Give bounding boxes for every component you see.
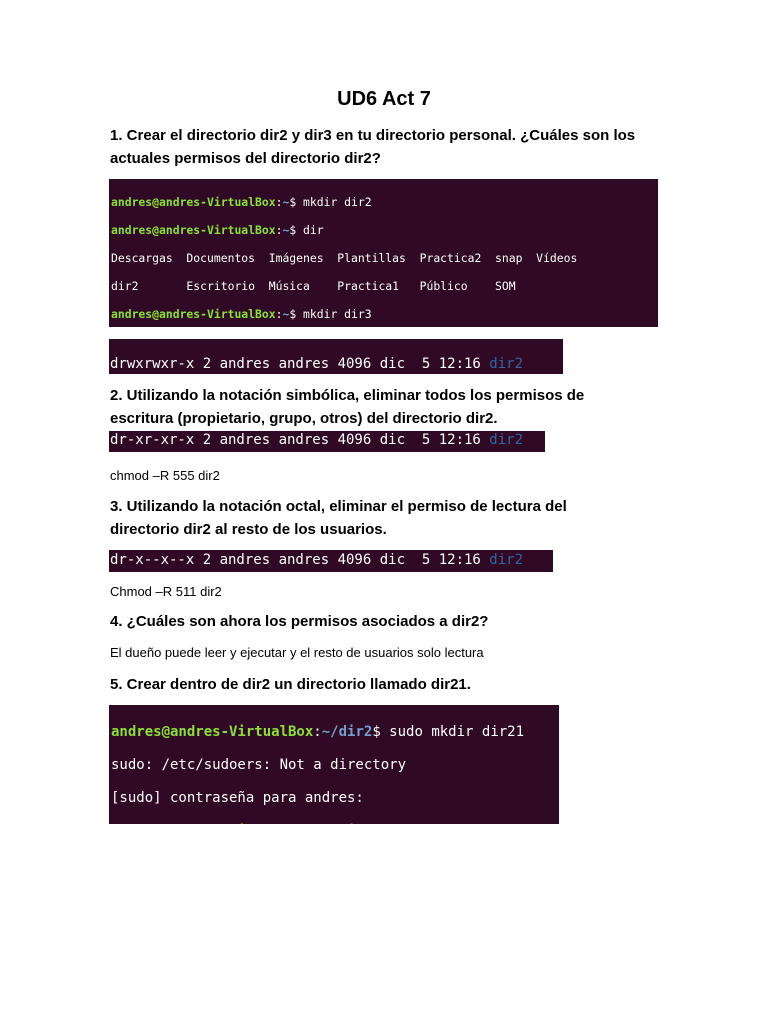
output-line: Descargas Documentos Imágenes Plantillas Practica2 snap Vídeos: [111, 251, 578, 265]
question-3-line-1: 3. Utilizando la notación octal, eliminar el permiso de lectura del: [110, 498, 567, 515]
question-3-line-2: directorio dir2 al resto de los usuarios.: [110, 521, 387, 538]
prompt-user: andres@andres-VirtualBox: [111, 223, 276, 237]
question-1-line-1: 1. Crear el directorio dir2 y dir3 en tu directorio personal. ¿Cuáles son los: [110, 127, 636, 144]
prompt-user: andres@andres-VirtualBox: [111, 723, 314, 740]
answer-4: El dueño puede leer y ejecutar y el resto de usuarios solo lectura: [110, 645, 484, 660]
question-2-line-2: escritura (propietario, grupo, otros) del directorio dir2.: [110, 410, 498, 427]
output-line: [sudo] contraseña para andres:: [111, 789, 364, 806]
command-line: $ mkdir dir3: [289, 307, 372, 321]
prompt-separator: :: [275, 307, 283, 321]
prompt-separator: :: [313, 723, 322, 740]
prompt-separator: :: [275, 223, 283, 237]
question-5-line-1: 5. Crear dentro de dir2 un directorio llamado dir21.: [110, 676, 471, 693]
command-line: $ dir: [289, 223, 324, 237]
question-1: [110, 124, 670, 170]
listing-row: drwxrwxr-x 2 andres andres 4096 dic 5 12:16: [110, 356, 490, 372]
listing-row: dr-x--x--x 2 andres andres 4096 dic 5 12:16: [110, 552, 490, 568]
output-line: dir2 Escritorio Música Practica1 Público SOM: [111, 279, 516, 293]
terminal-screenshot-1: [109, 179, 658, 327]
question-2-line-1: 2. Utilizando la notación simbólica, eliminar todos los permisos de: [110, 387, 585, 404]
listing-row: dr-xr-xr-x 2 andres andres 4096 dic 5 12:16: [110, 432, 490, 448]
prompt-user: [111, 823, 313, 824]
dir-name: dir2: [489, 552, 524, 568]
question-2: [110, 384, 670, 430]
answer-2: chmod –R 555 dir2: [110, 468, 220, 483]
prompt-separator: :: [275, 195, 283, 209]
terminal-screenshot-2: [109, 705, 559, 824]
dir-name: dir2: [489, 356, 524, 372]
question-3: [110, 495, 670, 541]
prompt-path: ~: [282, 223, 290, 237]
command-line: $ sudo mkdir dir21: [372, 723, 525, 740]
question-5: [110, 673, 670, 696]
prompt-path: ~: [282, 307, 290, 321]
prompt-separator: [313, 823, 321, 824]
question-4-line-1: 4. ¿Cuáles son ahora los permisos asociados a dir2?: [110, 613, 489, 630]
output-line: sudo: /etc/sudoers: Not a directory: [111, 756, 407, 773]
listing-dir2-after-symbolic: [109, 431, 545, 452]
prompt-path: ~/dir2: [321, 723, 373, 740]
command-line: $ mkdir dir2: [289, 195, 372, 209]
answer-3: Chmod –R 511 dir2: [110, 584, 222, 599]
command-line: [372, 823, 431, 824]
question-4: [110, 610, 670, 633]
listing-dir2-after-octal: [109, 550, 553, 572]
listing-dir2-dir3: [109, 339, 563, 374]
page-title: UD6 Act 7: [337, 88, 431, 110]
prompt-path: ~: [282, 195, 290, 209]
prompt-user: andres@andres-VirtualBox: [111, 307, 276, 321]
dir-name: dir2: [489, 432, 524, 448]
prompt-user: andres@andres-VirtualBox: [111, 195, 276, 209]
prompt-path: [322, 823, 373, 824]
question-1-line-2: actuales permisos del directorio dir2?: [110, 150, 381, 167]
